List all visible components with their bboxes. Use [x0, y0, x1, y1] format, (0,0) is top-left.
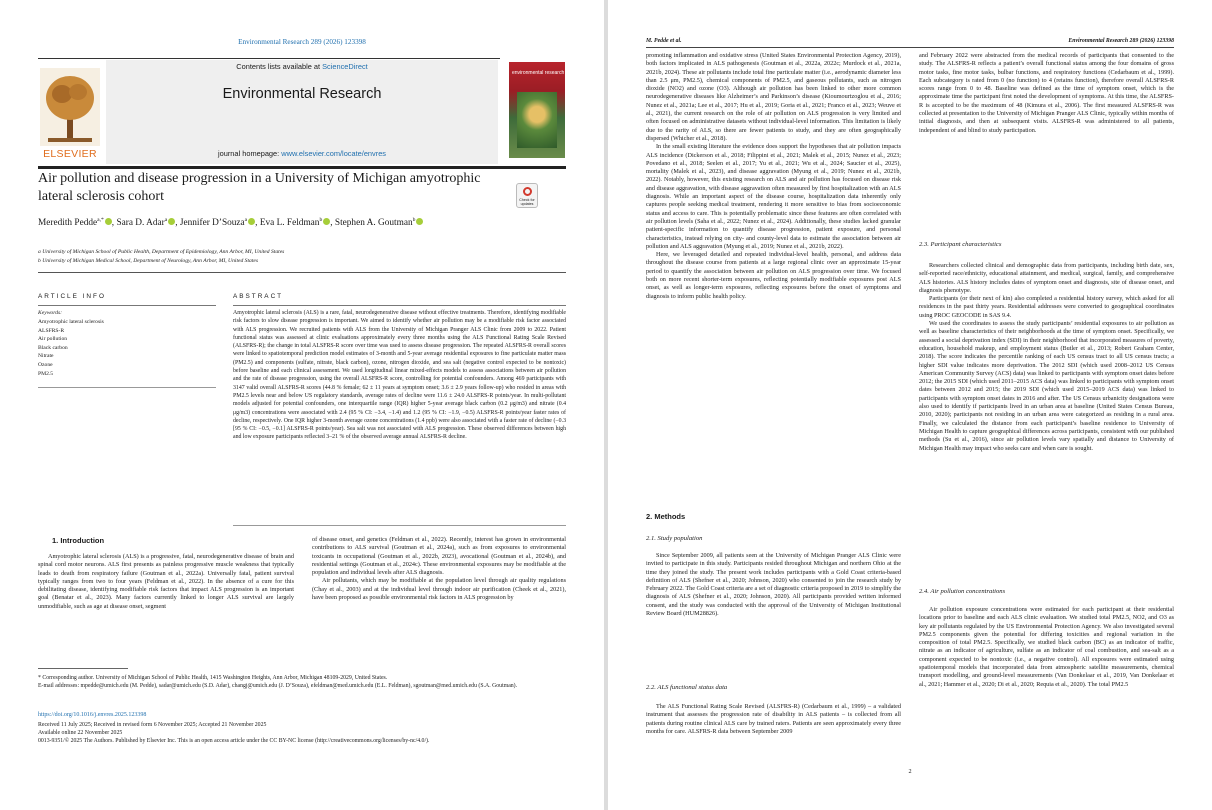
author-affil-mark[interactable]: a [244, 217, 248, 223]
page-1 [0, 0, 604, 810]
left-column-intro [646, 52, 901, 301]
cover-image [517, 92, 557, 148]
author-name[interactable]: Meredith Pedde [38, 218, 98, 229]
orcid-icon[interactable] [105, 218, 112, 225]
journal-cover-thumbnail[interactable] [509, 62, 565, 158]
article-info-rule [38, 305, 216, 306]
contents-line [106, 62, 498, 71]
keyword: ALSFRS-R [38, 327, 65, 334]
article-dates [38, 721, 566, 745]
check-updates-icon [523, 187, 532, 196]
keyword: PM2.5 [38, 370, 54, 377]
keyword-list [38, 318, 104, 378]
participant-characteristics-heading: 2.3. Participant characteristics [919, 241, 1002, 248]
affiliation-a: a University of Michigan School of Public Health, Department of Epidemiology, Ann Arbor, MI, United States [38, 249, 285, 255]
header-rule [646, 47, 1174, 48]
methods-heading: 2. Methods [646, 512, 686, 521]
functional-status-heading: 2.2. ALS functional status data [646, 684, 728, 691]
doi-link[interactable]: https://doi.org/10.1016/j.envres.2025.123398 [38, 712, 147, 718]
keyword: Air pollution [38, 336, 68, 343]
contents-prefix: Contents lists available at [236, 62, 323, 71]
running-author-header: M. Pedde et al. [646, 38, 682, 44]
available-online: Available online 22 November 2025 [38, 730, 123, 736]
check-updates-label: Check for updates [519, 198, 535, 206]
page-number: 2 [908, 768, 912, 775]
body-paragraph: Participants (or their next of kin) also completed a residential history survey, which asked for all residences in the past thirty years. Residential addresses were converted to geographical coordinates using PROC GEOCODE in SAS 9.4. [919, 295, 1174, 319]
author-name[interactable]: Eva L. Feldman [259, 218, 320, 229]
article-info-heading: ARTICLE INFO [38, 293, 106, 300]
page-2 [608, 0, 1212, 810]
header-rule [38, 58, 500, 59]
study-population-heading: 2.1. Study population [646, 535, 703, 542]
license-statement[interactable]: 0013-9351/© 2025 The Authors. Published by Elsevier Inc. This is an open access article under the CC BY-NC license (http://creativecommons.org/licenses/by-nc/4.0/). [38, 738, 430, 744]
introduction-heading: 1. Introduction [52, 536, 105, 545]
author-name[interactable]: Stephen A. Goutman [334, 218, 413, 229]
keyword: Amyotrophic lateral sclerosis [38, 319, 104, 325]
running-journal-header: Environmental Research 289 (2026) 123398 [1068, 38, 1174, 44]
affiliation-b: b University of Michigan Medical School, Department of Neurology, Ann Arbor, MI, United States [38, 258, 259, 264]
orcid-icon[interactable] [248, 218, 255, 225]
homepage-link[interactable]: www.elsevier.com/locate/envres [281, 149, 387, 158]
orcid-icon[interactable] [168, 218, 175, 225]
functional-status-text: The ALS Functional Rating Scale Revised (ALSFRS-R) (Cedarbaum et al., 1999) – a validated instrument that assesses the progression rate of disability in ALS patients – is collected from all patients during routine clinical ALS care by trained raters. Patients are seen approximately every three months for care. ALSFRS-R data between September 2009 [646, 703, 901, 735]
homepage-line [106, 149, 498, 158]
study-population-text: Since September 2009, all patients seen at the University of Michigan Pranger ALS Clinic were invited to participate in this study. Participants resided throughout Michigan and northern Ohio at the time they joined the study. The present work includes participants with a Gold Coast criteria-based definition of ALS (Shefner et al., 2020; Johnson, 2020) who consented to join the research study by February 2022. The Gold Coast criteria are a set of diagnostic criteria proposed in 2019 to simplify the diagnosis of ALS (Shefner et al., 2020; Johnson, 2020). All participants provided written informed consent, and the study was conducted with the approval of the University of Michigan Institutional Review Board (HUM28826). [646, 552, 901, 618]
received-dates: Received 11 July 2025; Received in revised form 6 November 2025; Accepted 21 November 2025 [38, 722, 267, 728]
body-paragraph: We used the coordinates to assess the study participants’ residential exposures to air pollution as well as baseline characteristics of their neighborhoods at the time of symptom onset. Specifically, we assessed a social deprivation index (SDI) in their neighborhood that incorporated measures of poverty, education, household makeup, and employment status (Butler et al., 2013; Robert Graham Center, 2018). The score indicates the percentile ranking of each US census tract to all US census tracts; a higher SDI value indicates more deprivation. The 2012 SDI (which used 2008–2012 US Census American Community Survey (ACS) data) was linked to participants with symptom onset dates before 2012; the 2015 SDI (which used 2011–2015 ACS data) was linked to participants with symptom onset dates between 2012 and 2015; the 2019 SDI (which used 2015–2019 ACS data) was linked to participants with symptom onset dates in 2016 and after. The US Census urbanicity designations were also used to identify if participants lived in an urban area at baseline (United States Census Bureau, 2010, 2020); participants not residing in an urban area were categorized as residing in a rural area. Finally, we calculated the distance from each participant’s baseline residence to University of Michigan Health to capture geographical differences across participants, consistent with our published methods (Su et al., 2016), since air pollution levels vary spatially and distance to University of Michigan Health may impact who seeks care and when care is sought. [919, 320, 1174, 452]
cover-title: environmental research [512, 70, 565, 76]
article-title: Air pollution and disease progression in a University of Michigan amyotrophic lateral sclerosis cohort [38, 171, 481, 204]
email-addresses[interactable]: E-mail addresses: mpedde@umich.edu (M. Pedde), sadar@umich.edu (S.D. Adar), changj@umich.edu (J. D’Souza), efeldman@med.umich.edu (E.L. Feldman), sgoutman@med.umich.edu (S.A. Goutman). [38, 683, 518, 689]
journal-name: Environmental Research [222, 86, 382, 102]
abstract-heading: ABSTRACT [233, 293, 284, 300]
intro-column-2 [312, 536, 566, 602]
sciencedirect-link[interactable]: ScienceDirect [322, 62, 368, 71]
footnote-rule [38, 668, 128, 669]
running-header[interactable]: Environmental Research 289 (2026) 123398 [238, 38, 366, 46]
keyword: Black carbon [38, 344, 68, 351]
author-affil-mark[interactable]: a,* [97, 217, 104, 223]
footnote [38, 674, 566, 690]
affiliation-rule [38, 272, 566, 273]
participant-characteristics-text [919, 262, 1174, 453]
author-name[interactable]: Sara D. Adar [116, 218, 165, 229]
check-for-updates-button[interactable] [516, 183, 538, 208]
author-affil-mark[interactable]: b [412, 217, 416, 223]
orcid-icon[interactable] [323, 218, 330, 225]
air-pollution-text: Air pollution exposure concentrations were estimated for each participant at their residential locations prior to baseline and each ALS clinic evaluation. We studied total PM2.5, NO2, and O3 as key air pollutants regulated by the US Environmental Protection Agency. We also investigated several PM2.5 components given the potential for differing toxicities and regional variation in the composition of total PM2.5. Specifically, we studied black carbon (BC) as an indicator of traffic, nitrate as an indicator of agriculture, sulfate as an indicator of coal combustion, and sea-salt as a component expected to be nontoxic (i.e., a negative control). All exposures were estimated using spatiotemporal models that incorporated data from atmospheric satellite measurements, chemical transport modelling, and ground-level measurements (Van Donkelaar et al., 2019, Van Donkelaar et al., 2021; Hammer et al., 2020; Di et al., 2020; Requia et al., 2020). The total PM2.5 [919, 606, 1174, 688]
abstract-bottom-rule [233, 525, 566, 526]
publisher-wordmark: ELSEVIER [43, 148, 97, 160]
orcid-icon[interactable] [416, 218, 423, 225]
author-name[interactable]: Jennifer D’Souza [179, 218, 245, 229]
abstract-text: Amyotrophic lateral sclerosis (ALS) is a rare, fatal, neurodegenerative disease without effective treatments. Therefore, identifying modifiable risk factors to slow disease progression is important. We aimed to identify whether air pollution may be a modifiable risk factor associated with ALS progression. We recruited patients with ALS from the University of Michigan Pranger ALS Clinic from 2009 to 2022. Patient functional status was assessed at clinic evaluations approximately every three months using the ALS Functional Rating Scale Revised (ALSFRS-R); the change in total ALSFRS-R score over time was used to assess disease progression. The repeated ALSFRS-R overall scores were linked to spatiotemporal prediction model estimates of 3-month and 5-year average residential exposures to fine particulate matter mass (PM2.5) and components (sulfate, nitrate, black carbon), ozone, nitrogen dioxide, and sea salt (negative control expected to be nontoxic) before baseline and each clinical assessment. We used longitudinal linear mixed-effects models to assess associations between air pollution and the rate of disease progression, using the overall ALSFRS-R score, controlling for potential confounders. Among 469 participants with 3147 valid overall ALSFRS-R scores (44.8 % female; 62 ± 11 years at symptom onset; 3.6 ± 2.9 years follow-up) who resided in areas with PM2.5 levels near and below US regulatory standards, average rates of decline were 11.6 ± 24.0 ALSFRS-R points/year. In multi-pollutant models adjusted for potential confounders, one interquartile range (IQR) higher 5-year average black carbon (0.2 μg/m3) and nitrate (0.4 μg/m3) concentrations were associated with 2.4 (95 % CI: −3.4, −1.4) and 1.2 (95 % CI: −1.9, −0.5) ALSFRS-R points/year faster rates of decline, respectively. One IQR higher 3-month average ozone concentrations (1.4 ppb) were also associated with a faster rate of decline (−0.3 [95 % CI: −0.5, −0.1] ALSFRS-R points/year). Sea salt was not associated with ALS progression. These observed differences between high and low exposure participants reflected 3–21 % of the observed average annual ALSFRS-R decline. [233, 310, 566, 441]
body-paragraph: In the small existing literature the evidence does support the hypotheses that air pollution impacts ALS incidence (Dickerson et al., 2018; Filippini et al., 2021; Malek et al., 2015; Nunez et al., 2023; Povedano et al., 2018; Seelen et al., 2017; Yu et al., 2021; Wu et al., 2024; Saucier et al., 2025), mortality (Malek et al., 2023), and disease aggravation (Myung et al., 2019; Nunez et al., 2021b, 2022). Notably, however, this existing research on ALS and air pollution has focused on disease risk and disease aggravation, with disease aggravation often measured by first hospitalization with an ALS diagnosis. While an important aspect of the disease course, hospitalization data inherently only captures people seeking medical treatment, rendering it more sensitive to bias from socioeconomic status and access to care. This is potentially problematic since these features are often correlated with air pollution levels (Saha et al., 2022; Nunez et al., 2024). Additionally, these studies lacked granular patient-specific information to quantify disease progression, patient exposure, and personal characteristics, instead relying on city- and county-level data to estimate the association between air pollution and ALS aggravation (Myung et al., 2019; Nunez et al., 2021b, 2022). [646, 143, 901, 250]
author-affil-mark[interactable]: a [164, 217, 168, 223]
abstract-rule [233, 305, 566, 306]
keyword: Nitrate [38, 353, 54, 360]
alsfrs-continued-text: and February 2022 were abstracted from the medical records of participants that consented to the study. The ALSFRS-R reflects a patient’s overall functional status among the four domains of gross motor tasks, fine motor tasks, bulbar functions, and respiratory functions (Cedarbaum et al., 1999). Each subcategory is rated from 0 (no function) to 4 (retains function), therefore overall ALSFRS-R scores range from 0 to 48. Baseline was defined as the time of symptom onset, which is the approximate time the participant first noted the development of symptoms. At this time, the ALSFRS-R is accepted to be the maximum of 48 (Kimura et al., 2006). The first measured ALSFRS-R was collected at presentation to the University of Michigan Pranger ALS Clinic, typically within months of initial diagnosis, and then at subsequent visits. ALSFRS-R was administered to all patients, independent of and blind to study participation. [919, 52, 1174, 134]
keyword: Ozone [38, 361, 53, 368]
body-paragraph: promoting inflammation and oxidative stress (United States Environmental Protection Agency, 2019), both factors implicated in ALS pathogenesis (Goutman et al., 2022a, 2022c; Murdock et al., 2021a, 2021b, 2024). These air pollutants include total fine particulate matter (i.e., aerodynamic diameter less than 2.5 μm, PM2.5), chemical components of PM2.5, and gaseous pollutants, such as nitrogen dioxide (NO2) and ozone (O3). Although air pollution has been linked to other more common neurodegenerative diseases like Alzheimer’s and Parkinson’s disease (Kioumourtzoglou et al., 2016; Nunez et al., 2021a; Lee et al., 2017; Hu et al., 2019; Goria et al., 2021; Franco et al., 2023; Weuve et al., 2021), the current research on the role of air pollution on ALS progression is very limited and often focused on administrative datasets without individual-level information. This limitation is likely due to the rarity of ALS, so there are fewer patients to study, and they are often geographically dispersed (Whicher et al., 2018). [646, 52, 901, 142]
body-paragraph: Here, we leveraged detailed and repeated individual-level health, personal, and address data throughout the disease course from patients at a large regional clinic over an approximate 15-year period to quantify the association between air pollution on ALS progression over time. We focused both on more recent shorter-term exposures, reflecting potentially modifiable exposures post ALS onset, as well as longer-term exposures, reflecting exposures before the onset of symptoms and diagnosis to inform public health policy. [646, 251, 901, 300]
intro-paragraph-2: of disease onset, and genetics (Feldman et al., 2022). Recently, interest has grown in environmental contributions to ALS survival (Goutman et al., 2024a), such as from exposures to environmental toxicants in occupational (Goutman et al., 2022b, 2023), avocational (Goutman et al., 2024b), and residential settings (Goutman et al., 2024c). These environmental exposures may be modifiable at the population and individual levels after ALS diagnosis. [312, 536, 566, 577]
body-paragraph: Researchers collected clinical and demographic data from participants, including birth date, sex, self-reported race/ethnicity, educational attainment, and medical, surgical, family, and comprehensive ALS histories. ALS history includes dates of symptom onset and diagnosis, site of disease onset, and diagnosis phenotype. [919, 262, 1174, 294]
header-bottom-rule [38, 166, 566, 169]
intro-paragraph-3: Air pollutants, which may be modifiable at the population level through air quality regulations (Chay et al., 2003) and at the individual level through indoor air purification (Cheek et al., 2021), have been proposed as possible environmental risk factors in ALS progression by [312, 577, 566, 602]
intro-paragraph-1: Amyotrophic lateral sclerosis (ALS) is a progressive, fatal, neurodegenerative disease of brain and spinal cord motor neurons. ALS first presents as painless progressive muscle weakness that typically leads to death from respiratory failure (Goutman et al., 2022a). Universally fatal, patient survival typically ranges from two to four years (Feldman et al., 2022). In the absence of a cure for this debilitating disease, identifying modifiable risk factors that impact ALS progression is an important goal (Benatar et al., 2023). Many factors currently linked to longer ALS survival are largely unmodifiable, such as age at disease onset, segment [38, 553, 294, 610]
homepage-prefix: journal homepage: [217, 149, 282, 158]
keywords-rule [38, 387, 216, 388]
author-affil-mark[interactable]: b [319, 217, 323, 223]
air-pollution-heading: 2.4. Air pollution concentrations [919, 588, 1006, 595]
author-list: Meredith Pedde$^{a,*}$ , Sara D. Adar$^a$ , Jennifer D’Souza$^a$ , Eva L. Feldman$^b$ , Stephen A. Goutman$^b$ [38, 212, 538, 232]
keywords-label: Keywords: [38, 310, 63, 316]
corresponding-author-note: * Corresponding author. University of Michigan School of Public Health, 1415 Washington Heights, Ann Arbor, Michigan 48109-2029, United States. [38, 675, 388, 681]
